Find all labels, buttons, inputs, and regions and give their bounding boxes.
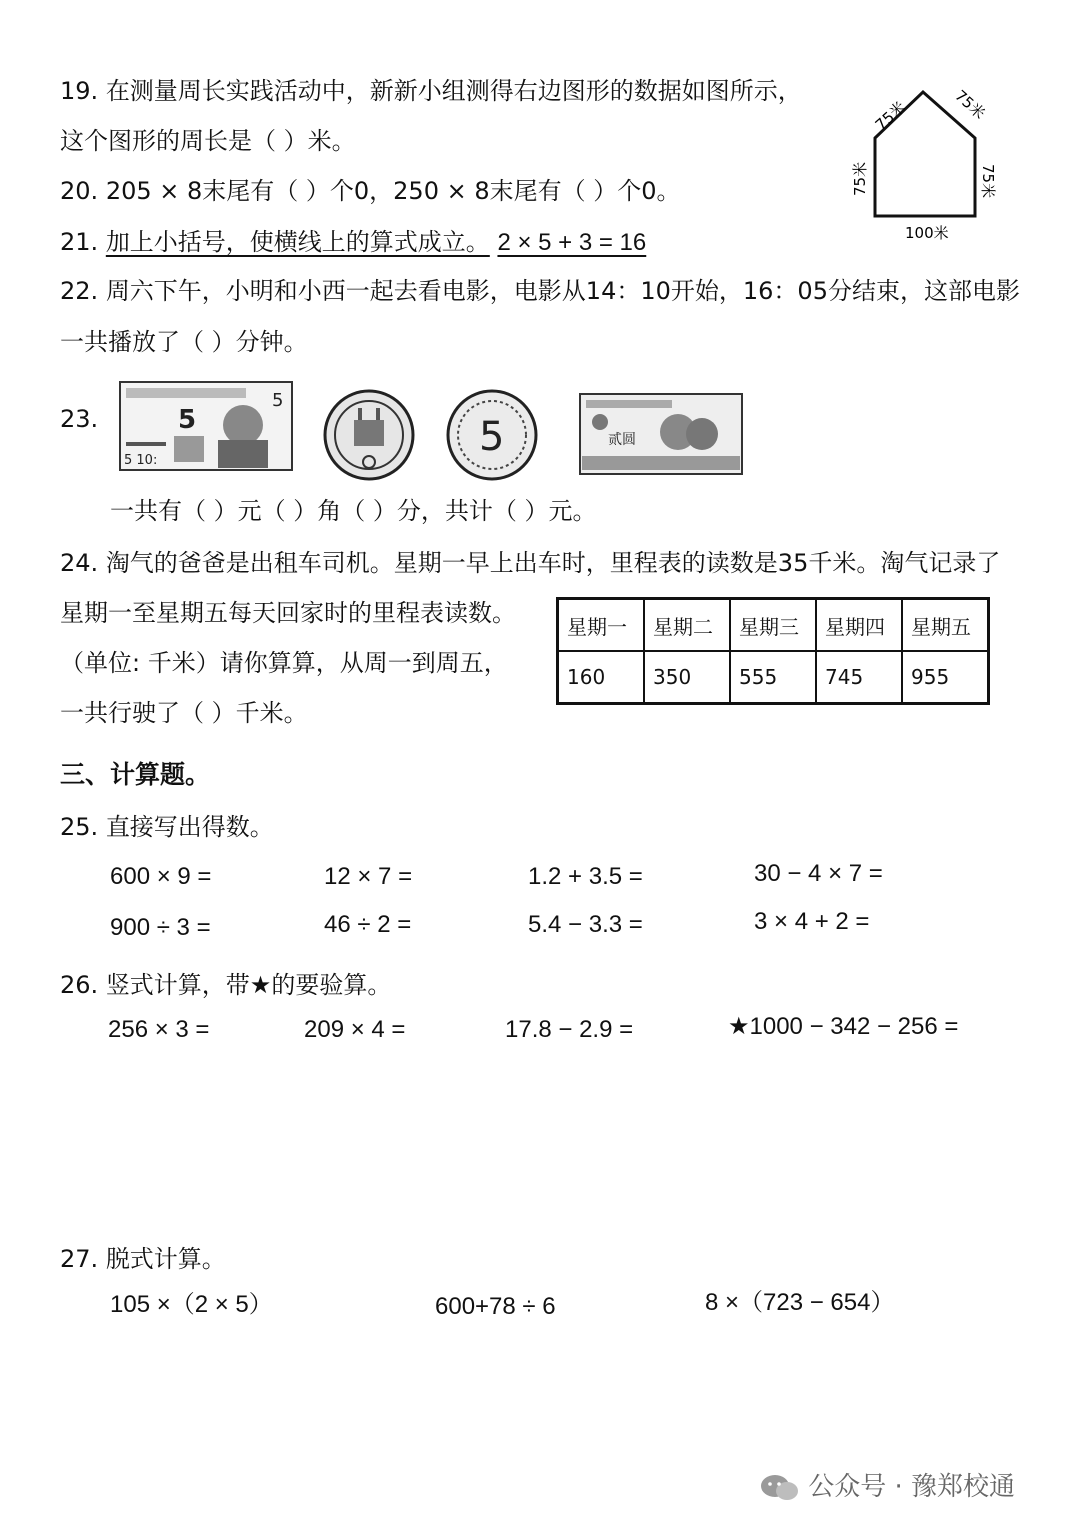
table-header-row [558,599,989,652]
q20-number: 20. [60,177,99,205]
label-wall-left: 75米 [851,161,869,196]
q21-equation: 2 × 5 + 3 = 16 [497,229,647,256]
q27-item: 105 ×（2 × 5） [110,1291,273,1318]
q20-line [60,174,681,208]
q25-item: 600 × 9 = [110,863,212,890]
q19-line1 [60,74,802,108]
table-cell: 350 [644,651,730,704]
q19-line2: 这个图形的周长是（ ）米。 [60,127,356,155]
q25-item: 5.4 − 3.3 = [528,911,643,938]
two-yuan-note-image [578,392,744,478]
note-5-value: 5 [178,405,197,435]
table-cell: 160 [558,651,645,704]
section-title: 三、计算题。 [60,760,211,789]
q19-number: 19. [60,77,99,105]
label-roof-right: 75米 [951,86,989,123]
table-header-cell: 星期四 [816,599,902,652]
q22-line2: 一共播放了（ ）分钟。 [60,328,308,356]
q22-text: 周六下午，小明和小西一起去看电影，电影从14：10开始，16：05分结束，这部电影 [105,277,1020,305]
q24-line1 [60,546,1000,580]
q25-item: 30 − 4 × 7 = [754,860,883,887]
table-cell: 745 [816,651,902,704]
pentagon-figure [845,80,1045,250]
table-header-cell: 星期一 [558,599,645,652]
q27-title: 脱式计算。 [105,1245,226,1273]
q24-line4: 一共行驶了（ ）千米。 [60,699,308,727]
q27-item: 600+78 ÷ 6 [435,1293,556,1320]
wechat-watermark [760,1466,1015,1504]
table-cell: 555 [730,651,816,704]
q21-number: 21. [60,228,99,256]
q27-number: 27. [60,1245,99,1273]
q27-title-line [60,1242,226,1276]
note-2-value: 贰圆 [608,432,636,448]
q25-title: 直接写出得数。 [105,813,274,841]
q24-number: 24. [60,549,99,577]
odometer-table [556,597,990,705]
wechat-icon [760,1472,800,1504]
q25-title-line [60,810,274,844]
q22-line1 [60,274,1020,308]
label-wall-right: 75米 [979,164,997,199]
label-roof-left: 75米 [871,97,910,135]
q22-number: 22. [60,277,99,305]
table-cell: 955 [902,651,989,704]
coin-5-value: 5 [479,414,505,460]
table-header-cell: 星期五 [902,599,989,652]
five-yuan-note-image [118,380,294,474]
five-jiao-coin-image [445,388,539,482]
watermark-text: 公众号 · 豫郑校通 [808,1472,1016,1502]
q26-number: 26. [60,971,99,999]
q27-item: 8 ×（723 − 654） [705,1289,895,1316]
q25-item: 3 × 4 + 2 = [754,908,870,935]
q25-item: 46 ÷ 2 = [324,911,412,938]
table-header-cell: 星期三 [730,599,816,652]
q26-item: 256 × 3 = [108,1016,210,1043]
q25-number: 25. [60,813,99,841]
q26-item: 17.8 − 2.9 = [505,1016,634,1043]
one-yuan-coin-image [322,388,416,482]
q19-text: 在测量周长实践活动中，新新小组测得右边图形的数据如图所示， [105,77,802,105]
q24-line2: 星期一至星期五每天回家时的里程表读数。 [60,599,516,627]
q25-item: 1.2 + 3.5 = [528,863,643,890]
q25-item: 900 ÷ 3 = [110,914,211,941]
q23-number: 23. [60,405,99,433]
label-bottom: 100米 [905,224,949,242]
q20-text: 205 × 8末尾有（ ）个0，250 × 8末尾有（ ）个0。 [105,177,681,205]
q26-title-line [60,968,391,1002]
q23-answer-line: 一共有（ ）元（ ）角（ ）分，共计（ ）元。 [110,497,597,525]
q26-item: ★1000 − 342 − 256 = [728,1013,959,1040]
q25-item: 12 × 7 = [324,863,413,890]
q21-line [60,225,646,260]
table-row [558,651,989,704]
q26-title: 竖式计算，带★的要验算。 [105,971,392,999]
q21-text: 加上小括号，使横线上的算式成立。 [105,228,490,256]
q24-text: 淘气的爸爸是出租车司机。星期一早上出车时，里程表的读数是35千米。淘气记录了 [105,549,1001,577]
note-5-serial: 5 10: [124,453,158,468]
table-header-cell: 星期二 [644,599,730,652]
q24-line3: （单位: 千米）请你算算，从周一到周五， [60,649,508,677]
note-5-corner: 5 [272,390,284,411]
q26-item: 209 × 4 = [304,1016,406,1043]
